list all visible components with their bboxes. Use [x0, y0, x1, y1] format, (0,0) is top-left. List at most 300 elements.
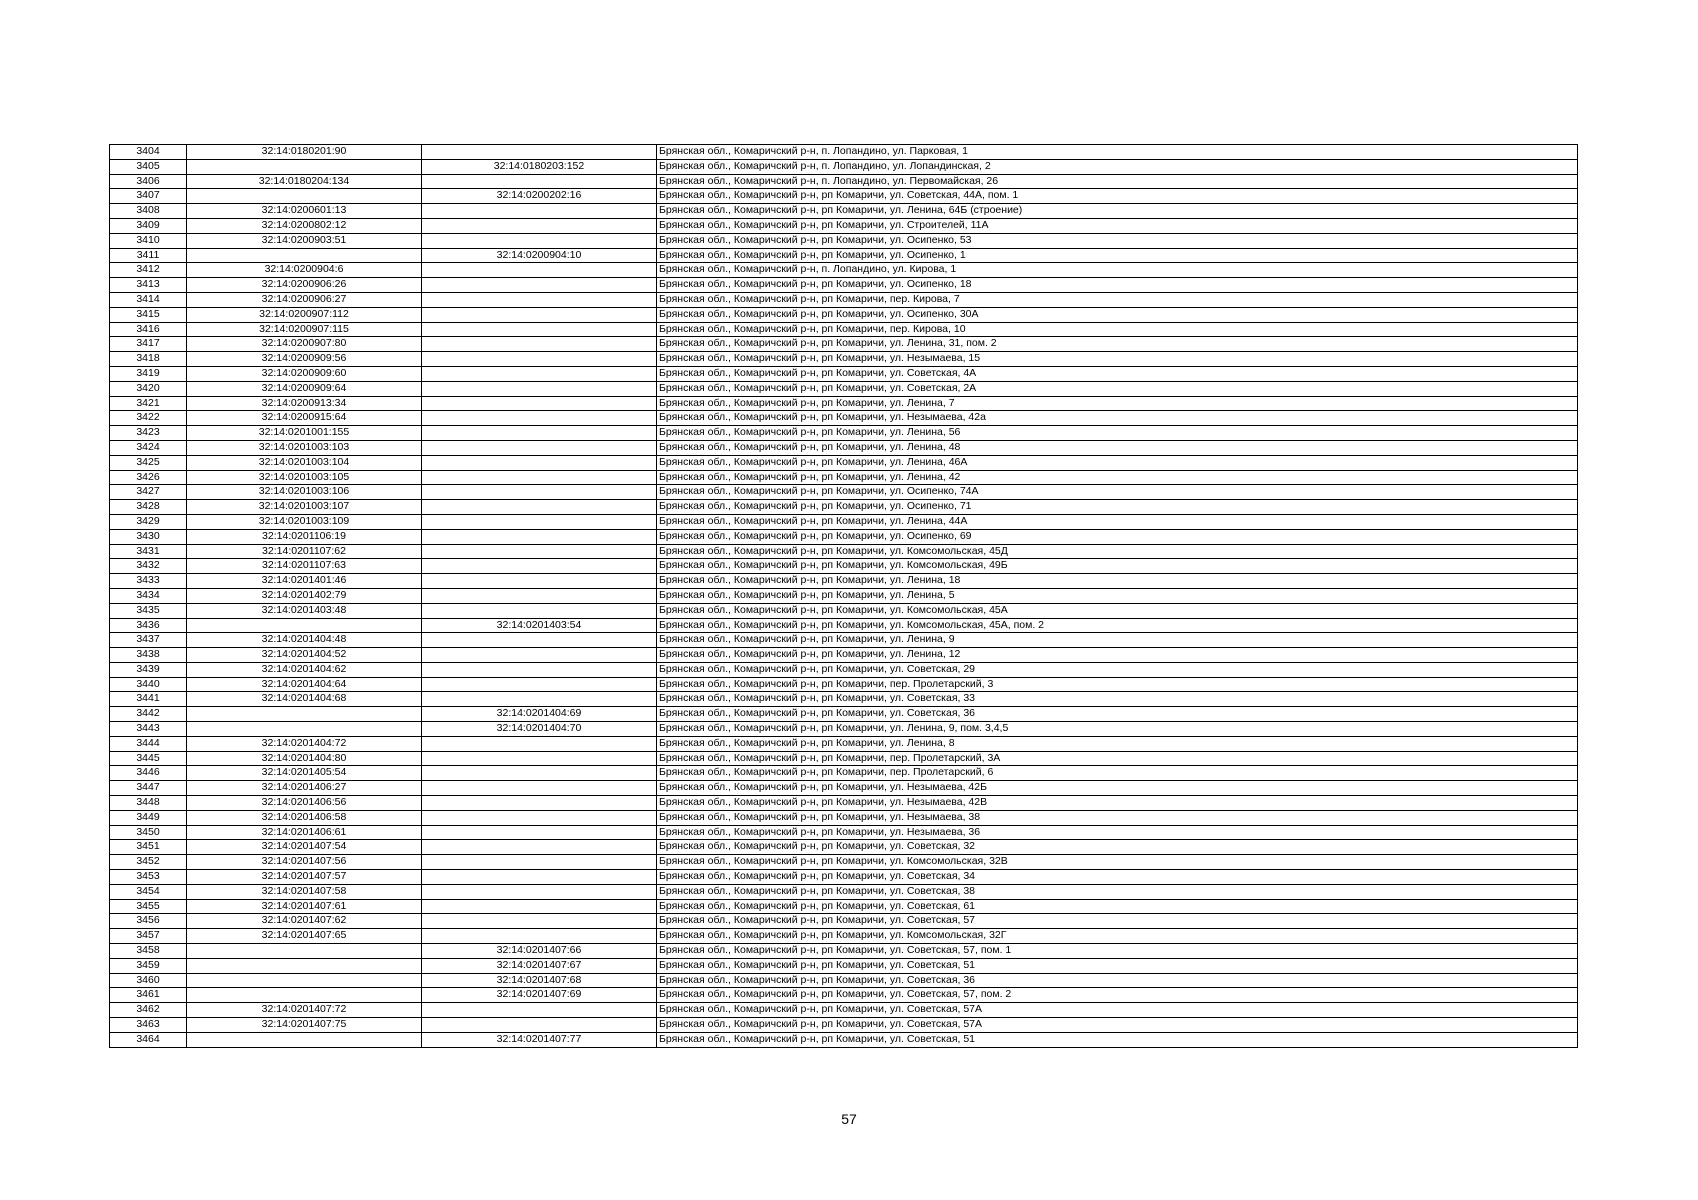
premises-cadastral-number-cell [422, 292, 657, 307]
table-row [110, 204, 1578, 219]
table-row [110, 870, 1578, 885]
premises-cadastral-number-cell: 32:14:0201407:68 [422, 973, 657, 988]
table-row [110, 677, 1578, 692]
row-number-cell: 3460 [110, 973, 187, 988]
address-cell: Брянская обл., Комаричский р-н, рп Комаричи, ул. Ленина, 18 [657, 574, 1578, 589]
page-number: 57 [841, 1111, 857, 1127]
row-number-cell: 3445 [110, 751, 187, 766]
table-row [110, 233, 1578, 248]
premises-cadastral-number-cell: 32:14:0201407:67 [422, 958, 657, 973]
cadastral-number-cell [187, 988, 422, 1003]
address-cell: Брянская обл., Комаричский р-н, рп Комаричи, ул. Ленина, 9, пом. 3,4,5 [657, 722, 1578, 737]
row-number-cell: 3450 [110, 825, 187, 840]
row-number-cell: 3414 [110, 292, 187, 307]
premises-cadastral-number-cell [422, 352, 657, 367]
premises-cadastral-number-cell [422, 145, 657, 160]
table-row [110, 322, 1578, 337]
row-number-cell: 3459 [110, 958, 187, 973]
row-number-cell: 3453 [110, 870, 187, 885]
address-cell: Брянская обл., Комаричский р-н, рп Комаричи, ул. Комсомольская, 45А [657, 603, 1578, 618]
address-cell: Брянская обл., Комаричский р-н, рп Комаричи, ул. Осипенко, 53 [657, 233, 1578, 248]
address-cell: Брянская обл., Комаричский р-н, рп Комаричи, ул. Ленина, 8 [657, 736, 1578, 751]
cadastral-number-cell: 32:14:0201003:105 [187, 470, 422, 485]
row-number-cell: 3418 [110, 352, 187, 367]
table-row [110, 263, 1578, 278]
table-row [110, 574, 1578, 589]
premises-cadastral-number-cell [422, 204, 657, 219]
table-row [110, 692, 1578, 707]
address-cell: Брянская обл., Комаричский р-н, рп Комаричи, ул. Советская, 4А [657, 366, 1578, 381]
table-row [110, 662, 1578, 677]
row-number-cell: 3439 [110, 662, 187, 677]
row-number-cell: 3426 [110, 470, 187, 485]
table-row [110, 825, 1578, 840]
cadastral-number-cell: 32:14:0201003:104 [187, 455, 422, 470]
premises-cadastral-number-cell [422, 426, 657, 441]
row-number-cell: 3420 [110, 381, 187, 396]
address-cell: Брянская обл., Комаричский р-н, рп Комаричи, ул. Советская, 57А [657, 1018, 1578, 1033]
cadastral-number-cell [187, 722, 422, 737]
table-row [110, 159, 1578, 174]
table-row [110, 603, 1578, 618]
address-cell: Брянская обл., Комаричский р-н, рп Комаричи, пер. Пролетарский, 3А [657, 751, 1578, 766]
premises-cadastral-number-cell: 32:14:0201407:66 [422, 944, 657, 959]
cadastral-number-cell [187, 944, 422, 959]
row-number-cell: 3407 [110, 189, 187, 204]
row-number-cell: 3406 [110, 174, 187, 189]
row-number-cell: 3428 [110, 500, 187, 515]
cadastral-number-cell: 32:14:0201106:19 [187, 529, 422, 544]
cadastral-number-cell: 32:14:0200907:80 [187, 337, 422, 352]
table-row [110, 618, 1578, 633]
address-cell: Брянская обл., Комаричский р-н, рп Комаричи, ул. Осипенко, 74А [657, 485, 1578, 500]
premises-cadastral-number-cell [422, 825, 657, 840]
premises-cadastral-number-cell [422, 440, 657, 455]
cadastral-number-cell [187, 958, 422, 973]
table-row [110, 278, 1578, 293]
cadastral-number-cell [187, 707, 422, 722]
table-row [110, 218, 1578, 233]
table-row [110, 751, 1578, 766]
cadastral-number-cell: 32:14:0201407:75 [187, 1018, 422, 1033]
row-number-cell: 3417 [110, 337, 187, 352]
table-row [110, 884, 1578, 899]
row-number-cell: 3427 [110, 485, 187, 500]
row-number-cell: 3451 [110, 840, 187, 855]
row-number-cell: 3464 [110, 1032, 187, 1047]
table-row [110, 470, 1578, 485]
row-number-cell: 3457 [110, 929, 187, 944]
premises-cadastral-number-cell [422, 307, 657, 322]
address-cell: Брянская обл., Комаричский р-н, рп Комаричи, ул. Советская, 38 [657, 884, 1578, 899]
premises-cadastral-number-cell [422, 810, 657, 825]
cadastral-number-cell: 32:14:0200909:60 [187, 366, 422, 381]
table-row [110, 396, 1578, 411]
address-cell: Брянская обл., Комаричский р-н, рп Комаричи, пер. Кирова, 10 [657, 322, 1578, 337]
cadastral-number-cell: 32:14:0180204:134 [187, 174, 422, 189]
cadastral-number-cell: 32:14:0200906:26 [187, 278, 422, 293]
address-cell: Брянская обл., Комаричский р-н, рп Комаричи, пер. Кирова, 7 [657, 292, 1578, 307]
address-cell: Брянская обл., Комаричский р-н, рп Комаричи, ул. Советская, 51 [657, 1032, 1578, 1047]
premises-cadastral-number-cell [422, 766, 657, 781]
address-cell: Брянская обл., Комаричский р-н, рп Комаричи, ул. Незымаева, 42а [657, 411, 1578, 426]
row-number-cell: 3442 [110, 707, 187, 722]
table-row [110, 352, 1578, 367]
premises-cadastral-number-cell [422, 174, 657, 189]
cadastral-number-cell: 32:14:0201406:27 [187, 781, 422, 796]
address-cell: Брянская обл., Комаричский р-н, рп Комаричи, ул. Незымаева, 42В [657, 796, 1578, 811]
cadastral-number-cell: 32:14:0201402:79 [187, 588, 422, 603]
address-cell: Брянская обл., Комаричский р-н, рп Комаричи, ул. Советская, 57А [657, 1003, 1578, 1018]
cadastral-number-cell: 32:14:0201407:65 [187, 929, 422, 944]
address-cell: Брянская обл., Комаричский р-н, рп Комаричи, ул. Советская, 29 [657, 662, 1578, 677]
cadastral-number-cell: 32:14:0201404:62 [187, 662, 422, 677]
address-cell: Брянская обл., Комаричский р-н, рп Комаричи, ул. Советская, 33 [657, 692, 1578, 707]
premises-cadastral-number-cell [422, 337, 657, 352]
row-number-cell: 3437 [110, 633, 187, 648]
premises-cadastral-number-cell [422, 870, 657, 885]
table-row [110, 944, 1578, 959]
row-number-cell: 3431 [110, 544, 187, 559]
premises-cadastral-number-cell [422, 781, 657, 796]
cadastral-number-cell: 32:14:0201003:107 [187, 500, 422, 515]
row-number-cell: 3411 [110, 248, 187, 263]
premises-cadastral-number-cell [422, 1003, 657, 1018]
table-row [110, 426, 1578, 441]
cadastral-number-cell: 32:14:0201404:52 [187, 648, 422, 663]
address-cell: Брянская обл., Комаричский р-н, рп Комаричи, ул. Незымаева, 15 [657, 352, 1578, 367]
cadastral-number-cell: 32:14:0201406:56 [187, 796, 422, 811]
cadastral-number-cell: 32:14:0200906:27 [187, 292, 422, 307]
premises-cadastral-number-cell [422, 677, 657, 692]
row-number-cell: 3425 [110, 455, 187, 470]
address-cell: Брянская обл., Комаричский р-н, п. Лопандино, ул. Парковая, 1 [657, 145, 1578, 160]
address-cell: Брянская обл., Комаричский р-н, п. Лопандино, ул. Лопандинская, 2 [657, 159, 1578, 174]
cadastral-number-cell: 32:14:0201003:109 [187, 514, 422, 529]
table-row [110, 1018, 1578, 1033]
address-cell: Брянская обл., Комаричский р-н, рп Комаричи, ул. Ленина, 9 [657, 633, 1578, 648]
table-row [110, 707, 1578, 722]
row-number-cell: 3434 [110, 588, 187, 603]
address-cell: Брянская обл., Комаричский р-н, рп Комаричи, ул. Комсомольская, 32Г [657, 929, 1578, 944]
cadastral-number-cell [187, 973, 422, 988]
address-cell: Брянская обл., Комаричский р-н, рп Комаричи, ул. Осипенко, 30А [657, 307, 1578, 322]
row-number-cell: 3456 [110, 914, 187, 929]
address-cell: Брянская обл., Комаричский р-н, рп Комаричи, ул. Ленина, 46А [657, 455, 1578, 470]
table-row [110, 544, 1578, 559]
row-number-cell: 3452 [110, 855, 187, 870]
row-number-cell: 3409 [110, 218, 187, 233]
cadastral-number-cell: 32:14:0201404:48 [187, 633, 422, 648]
address-cell: Брянская обл., Комаричский р-н, рп Комаричи, ул. Комсомольская, 45А, пом. 2 [657, 618, 1578, 633]
cadastral-number-cell [187, 618, 422, 633]
table-row [110, 174, 1578, 189]
address-cell: Брянская обл., Комаричский р-н, рп Комаричи, ул. Комсомольская, 45Д [657, 544, 1578, 559]
row-number-cell: 3461 [110, 988, 187, 1003]
row-number-cell: 3436 [110, 618, 187, 633]
table-row [110, 781, 1578, 796]
table-row [110, 189, 1578, 204]
address-cell: Брянская обл., Комаричский р-н, рп Комаричи, ул. Ленина, 42 [657, 470, 1578, 485]
row-number-cell: 3462 [110, 1003, 187, 1018]
cadastral-number-cell: 32:14:0201404:72 [187, 736, 422, 751]
premises-cadastral-number-cell [422, 1018, 657, 1033]
row-number-cell: 3422 [110, 411, 187, 426]
cadastral-number-cell: 32:14:0200601:13 [187, 204, 422, 219]
row-number-cell: 3416 [110, 322, 187, 337]
cadastral-number-cell: 32:14:0201003:103 [187, 440, 422, 455]
cadastral-number-cell [187, 189, 422, 204]
premises-cadastral-number-cell [422, 514, 657, 529]
row-number-cell: 3413 [110, 278, 187, 293]
row-number-cell: 3419 [110, 366, 187, 381]
address-cell: Брянская обл., Комаричский р-н, рп Комаричи, ул. Строителей, 11А [657, 218, 1578, 233]
table-row [110, 899, 1578, 914]
row-number-cell: 3424 [110, 440, 187, 455]
address-cell: Брянская обл., Комаричский р-н, рп Комаричи, ул. Ленина, 48 [657, 440, 1578, 455]
address-cell: Брянская обл., Комаричский р-н, п. Лопандино, ул. Первомайская, 26 [657, 174, 1578, 189]
cadastral-number-cell: 32:14:0201407:72 [187, 1003, 422, 1018]
address-cell: Брянская обл., Комаричский р-н, рп Комаричи, ул. Советская, 51 [657, 958, 1578, 973]
table-row [110, 440, 1578, 455]
premises-cadastral-number-cell [422, 485, 657, 500]
row-number-cell: 3410 [110, 233, 187, 248]
premises-cadastral-number-cell [422, 929, 657, 944]
table-row [110, 337, 1578, 352]
cadastral-number-cell: 32:14:0201407:61 [187, 899, 422, 914]
address-cell: Брянская обл., Комаричский р-н, рп Комаричи, ул. Советская, 57, пом. 1 [657, 944, 1578, 959]
cadastral-number-cell: 32:14:0201407:57 [187, 870, 422, 885]
premises-cadastral-number-cell: 32:14:0200202:16 [422, 189, 657, 204]
row-number-cell: 3433 [110, 574, 187, 589]
table-row [110, 559, 1578, 574]
address-cell: Брянская обл., Комаричский р-н, рп Комаричи, ул. Советская, 36 [657, 973, 1578, 988]
row-number-cell: 3446 [110, 766, 187, 781]
table-row [110, 1003, 1578, 1018]
premises-cadastral-number-cell [422, 855, 657, 870]
table-row [110, 796, 1578, 811]
cadastral-number-cell: 32:14:0200907:112 [187, 307, 422, 322]
row-number-cell: 3454 [110, 884, 187, 899]
table-row [110, 514, 1578, 529]
cadastral-number-cell [187, 248, 422, 263]
table-row [110, 248, 1578, 263]
table-row [110, 529, 1578, 544]
premises-cadastral-number-cell [422, 692, 657, 707]
cadastral-number-cell: 32:14:0201404:68 [187, 692, 422, 707]
table-row [110, 588, 1578, 603]
premises-cadastral-number-cell [422, 396, 657, 411]
address-cell: Брянская обл., Комаричский р-н, рп Комаричи, ул. Осипенко, 1 [657, 248, 1578, 263]
table-row [110, 366, 1578, 381]
address-cell: Брянская обл., Комаричский р-н, рп Комаричи, ул. Советская, 2А [657, 381, 1578, 396]
premises-cadastral-number-cell [422, 263, 657, 278]
address-cell: Брянская обл., Комаричский р-н, рп Комаричи, ул. Ленина, 5 [657, 588, 1578, 603]
address-cell: Брянская обл., Комаричский р-н, рп Комаричи, ул. Осипенко, 18 [657, 278, 1578, 293]
premises-cadastral-number-cell [422, 662, 657, 677]
premises-cadastral-number-cell: 32:14:0201404:70 [422, 722, 657, 737]
cadastral-number-cell: 32:14:0201407:62 [187, 914, 422, 929]
address-cell: Брянская обл., Комаричский р-н, п. Лопандино, ул. Кирова, 1 [657, 263, 1578, 278]
cadastral-number-cell: 32:14:0200907:115 [187, 322, 422, 337]
row-number-cell: 3443 [110, 722, 187, 737]
cadastral-number-cell: 32:14:0201001:155 [187, 426, 422, 441]
table-row [110, 855, 1578, 870]
row-number-cell: 3435 [110, 603, 187, 618]
premises-cadastral-number-cell [422, 840, 657, 855]
address-cell: Брянская обл., Комаричский р-н, рп Комаричи, ул. Незымаева, 38 [657, 810, 1578, 825]
table-row [110, 292, 1578, 307]
address-cell: Брянская обл., Комаричский р-н, рп Комаричи, ул. Советская, 34 [657, 870, 1578, 885]
premises-cadastral-number-cell: 32:14:0201407:69 [422, 988, 657, 1003]
premises-cadastral-number-cell [422, 322, 657, 337]
table-row [110, 722, 1578, 737]
address-cell: Брянская обл., Комаричский р-н, рп Комаричи, ул. Советская, 36 [657, 707, 1578, 722]
property-registry-table [109, 144, 1578, 1048]
row-number-cell: 3432 [110, 559, 187, 574]
premises-cadastral-number-cell [422, 736, 657, 751]
row-number-cell: 3463 [110, 1018, 187, 1033]
address-cell: Брянская обл., Комаричский р-н, рп Комаричи, ул. Ленина, 12 [657, 648, 1578, 663]
table-row [110, 988, 1578, 1003]
table-row [110, 840, 1578, 855]
cadastral-number-cell: 32:14:0200903:51 [187, 233, 422, 248]
premises-cadastral-number-cell: 32:14:0201407:77 [422, 1032, 657, 1047]
row-number-cell: 3449 [110, 810, 187, 825]
premises-cadastral-number-cell [422, 233, 657, 248]
address-cell: Брянская обл., Комаричский р-н, рп Комаричи, ул. Ленина, 7 [657, 396, 1578, 411]
cadastral-number-cell: 32:14:0200913:34 [187, 396, 422, 411]
premises-cadastral-number-cell [422, 529, 657, 544]
row-number-cell: 3438 [110, 648, 187, 663]
premises-cadastral-number-cell [422, 633, 657, 648]
cadastral-number-cell: 32:14:0201403:48 [187, 603, 422, 618]
address-cell: Брянская обл., Комаричский р-н, рп Комаричи, ул. Осипенко, 71 [657, 500, 1578, 515]
cadastral-number-cell: 32:14:0201407:56 [187, 855, 422, 870]
row-number-cell: 3421 [110, 396, 187, 411]
row-number-cell: 3444 [110, 736, 187, 751]
row-number-cell: 3455 [110, 899, 187, 914]
premises-cadastral-number-cell [422, 884, 657, 899]
premises-cadastral-number-cell [422, 218, 657, 233]
address-cell: Брянская обл., Комаричский р-н, рп Комаричи, ул. Осипенко, 69 [657, 529, 1578, 544]
premises-cadastral-number-cell [422, 648, 657, 663]
cadastral-number-cell: 32:14:0180201:90 [187, 145, 422, 160]
cadastral-number-cell: 32:14:0201404:80 [187, 751, 422, 766]
cadastral-number-cell: 32:14:0201407:58 [187, 884, 422, 899]
address-cell: Брянская обл., Комаричский р-н, рп Комаричи, ул. Комсомольская, 49Б [657, 559, 1578, 574]
address-cell: Брянская обл., Комаричский р-н, рп Комаричи, ул. Советская, 61 [657, 899, 1578, 914]
premises-cadastral-number-cell [422, 914, 657, 929]
premises-cadastral-number-cell [422, 500, 657, 515]
address-cell: Брянская обл., Комаричский р-н, рп Комаричи, ул. Советская, 32 [657, 840, 1578, 855]
premises-cadastral-number-cell [422, 455, 657, 470]
address-cell: Брянская обл., Комаричский р-н, рп Комаричи, пер. Пролетарский, 3 [657, 677, 1578, 692]
table-row [110, 648, 1578, 663]
table-row [110, 500, 1578, 515]
premises-cadastral-number-cell: 32:14:0201403:54 [422, 618, 657, 633]
cadastral-number-cell: 32:14:0200915:64 [187, 411, 422, 426]
table-row [110, 381, 1578, 396]
cadastral-number-cell: 32:14:0200909:56 [187, 352, 422, 367]
cadastral-number-cell: 32:14:0201107:63 [187, 559, 422, 574]
address-cell: Брянская обл., Комаричский р-н, рп Комаричи, ул. Ленина, 64Б (строение) [657, 204, 1578, 219]
premises-cadastral-number-cell [422, 796, 657, 811]
premises-cadastral-number-cell [422, 544, 657, 559]
premises-cadastral-number-cell [422, 278, 657, 293]
premises-cadastral-number-cell [422, 574, 657, 589]
table-row [110, 766, 1578, 781]
cadastral-number-cell: 32:14:0201406:61 [187, 825, 422, 840]
row-number-cell: 3458 [110, 944, 187, 959]
row-number-cell: 3430 [110, 529, 187, 544]
cadastral-number-cell [187, 1032, 422, 1047]
cadastral-number-cell: 32:14:0200909:64 [187, 381, 422, 396]
cadastral-number-cell: 32:14:0201107:62 [187, 544, 422, 559]
address-cell: Брянская обл., Комаричский р-н, рп Комаричи, ул. Комсомольская, 32В [657, 855, 1578, 870]
cadastral-number-cell: 32:14:0201401:46 [187, 574, 422, 589]
premises-cadastral-number-cell [422, 381, 657, 396]
address-cell: Брянская обл., Комаричский р-н, рп Комаричи, ул. Советская, 57, пом. 2 [657, 988, 1578, 1003]
row-number-cell: 3404 [110, 145, 187, 160]
premises-cadastral-number-cell [422, 899, 657, 914]
premises-cadastral-number-cell: 32:14:0180203:152 [422, 159, 657, 174]
address-cell: Брянская обл., Комаричский р-н, рп Комаричи, ул. Ленина, 44А [657, 514, 1578, 529]
address-cell: Брянская обл., Комаричский р-н, рп Комаричи, ул. Ленина, 31, пом. 2 [657, 337, 1578, 352]
address-cell: Брянская обл., Комаричский р-н, рп Комаричи, ул. Незымаева, 42Б [657, 781, 1578, 796]
row-number-cell: 3405 [110, 159, 187, 174]
address-cell: Брянская обл., Комаричский р-н, рп Комаричи, пер. Пролетарский, 6 [657, 766, 1578, 781]
premises-cadastral-number-cell [422, 751, 657, 766]
premises-cadastral-number-cell [422, 588, 657, 603]
row-number-cell: 3448 [110, 796, 187, 811]
premises-cadastral-number-cell: 32:14:0200904:10 [422, 248, 657, 263]
premises-cadastral-number-cell [422, 470, 657, 485]
row-number-cell: 3415 [110, 307, 187, 322]
table-row [110, 485, 1578, 500]
table-row [110, 958, 1578, 973]
cadastral-number-cell: 32:14:0201404:64 [187, 677, 422, 692]
cadastral-number-cell: 32:14:0201405:54 [187, 766, 422, 781]
table-row [110, 411, 1578, 426]
row-number-cell: 3447 [110, 781, 187, 796]
table-row [110, 455, 1578, 470]
cadastral-number-cell: 32:14:0201406:58 [187, 810, 422, 825]
row-number-cell: 3440 [110, 677, 187, 692]
address-cell: Брянская обл., Комаричский р-н, рп Комаричи, ул. Советская, 57 [657, 914, 1578, 929]
row-number-cell: 3429 [110, 514, 187, 529]
row-number-cell: 3408 [110, 204, 187, 219]
cadastral-number-cell: 32:14:0200904:6 [187, 263, 422, 278]
table-row [110, 145, 1578, 160]
row-number-cell: 3441 [110, 692, 187, 707]
cadastral-number-cell: 32:14:0200802:12 [187, 218, 422, 233]
table-row [110, 914, 1578, 929]
premises-cadastral-number-cell [422, 411, 657, 426]
registry-table-body [110, 145, 1578, 1048]
cadastral-number-cell: 32:14:0201407:54 [187, 840, 422, 855]
premises-cadastral-number-cell [422, 366, 657, 381]
address-cell: Брянская обл., Комаричский р-н, рп Комаричи, ул. Незымаева, 36 [657, 825, 1578, 840]
premises-cadastral-number-cell [422, 559, 657, 574]
table-row [110, 929, 1578, 944]
row-number-cell: 3412 [110, 263, 187, 278]
table-row [110, 1032, 1578, 1047]
table-row [110, 973, 1578, 988]
table-row [110, 736, 1578, 751]
premises-cadastral-number-cell: 32:14:0201404:69 [422, 707, 657, 722]
table-row [110, 810, 1578, 825]
